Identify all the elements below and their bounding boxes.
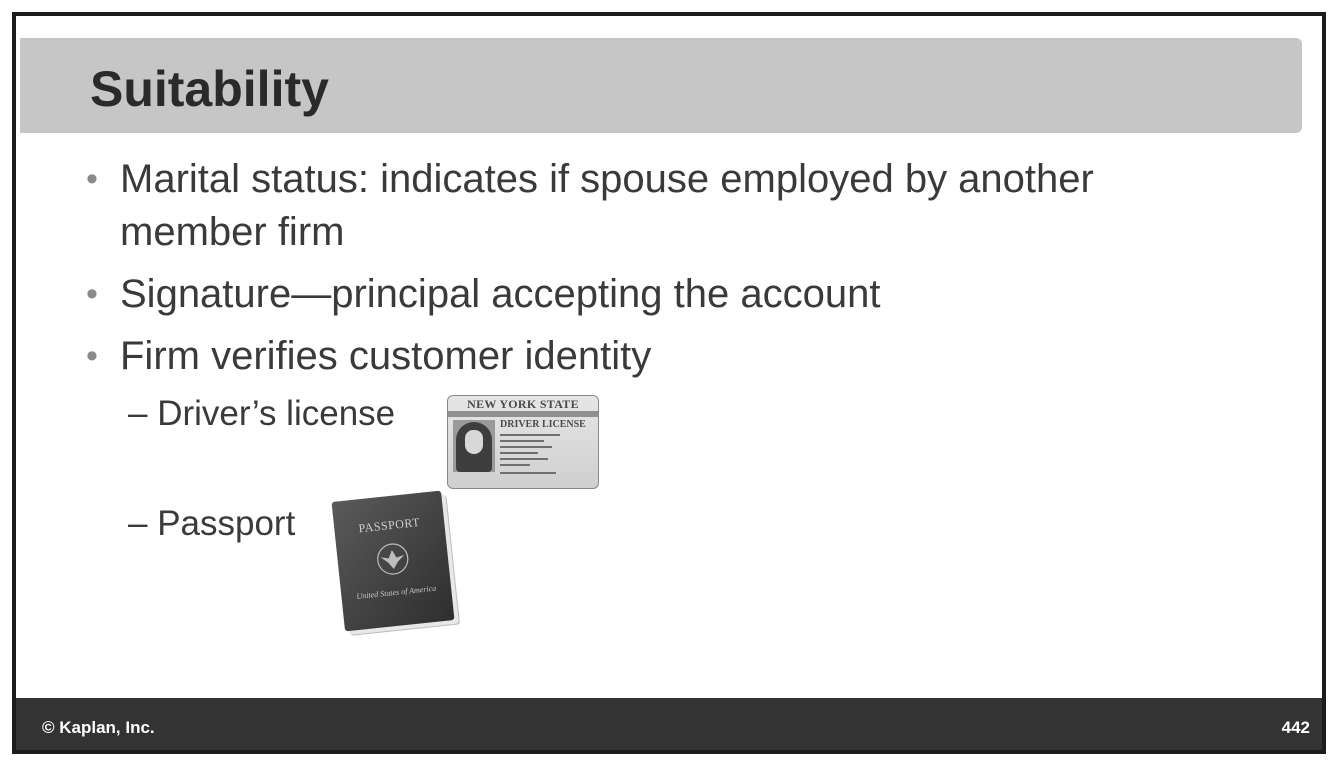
bullet-dot: • bbox=[86, 160, 98, 198]
drivers-license-image bbox=[447, 395, 599, 489]
passport-subtitle: United States of America bbox=[356, 583, 437, 601]
slide bbox=[12, 12, 1326, 754]
eagle-seal-icon bbox=[374, 540, 411, 577]
license-text-line bbox=[500, 440, 544, 442]
license-text-line bbox=[500, 472, 556, 474]
bullet-list bbox=[16, 16, 1322, 750]
sub-bullet-item: – Driver’s license bbox=[128, 394, 396, 433]
sub-bullet-item: – Passport bbox=[128, 504, 296, 543]
slide-title: Suitability bbox=[90, 61, 329, 117]
bullet-item bbox=[86, 268, 1226, 321]
license-type-label: DRIVER LICENSE bbox=[500, 419, 586, 430]
passport-cover bbox=[332, 491, 455, 632]
copyright-text: © Kaplan, Inc. bbox=[42, 718, 155, 737]
bullet-item bbox=[86, 153, 1226, 259]
bullet-text: Signature—principal accepting the account bbox=[120, 272, 881, 316]
bullet-text: Firm verifies customer identity bbox=[120, 334, 652, 378]
page-number: 442 bbox=[1281, 718, 1310, 737]
license-text-line bbox=[500, 452, 538, 454]
bullet-text: Marital status: indicates if spouse employed by another member firm bbox=[120, 157, 1094, 254]
bullet-dot: • bbox=[86, 337, 98, 375]
license-band bbox=[448, 411, 598, 417]
license-text-line bbox=[500, 446, 552, 448]
license-text-line bbox=[500, 464, 530, 466]
passport-title: PASSPORT bbox=[357, 515, 421, 536]
bullet-item bbox=[86, 330, 1226, 383]
license-state-label: NEW YORK STATE bbox=[467, 397, 579, 411]
license-photo bbox=[453, 420, 495, 472]
license-text-line bbox=[500, 458, 548, 460]
footer-bar bbox=[16, 698, 1322, 750]
license-text-line bbox=[500, 434, 560, 436]
bullet-dot: • bbox=[86, 275, 98, 313]
passport-image bbox=[328, 486, 466, 646]
